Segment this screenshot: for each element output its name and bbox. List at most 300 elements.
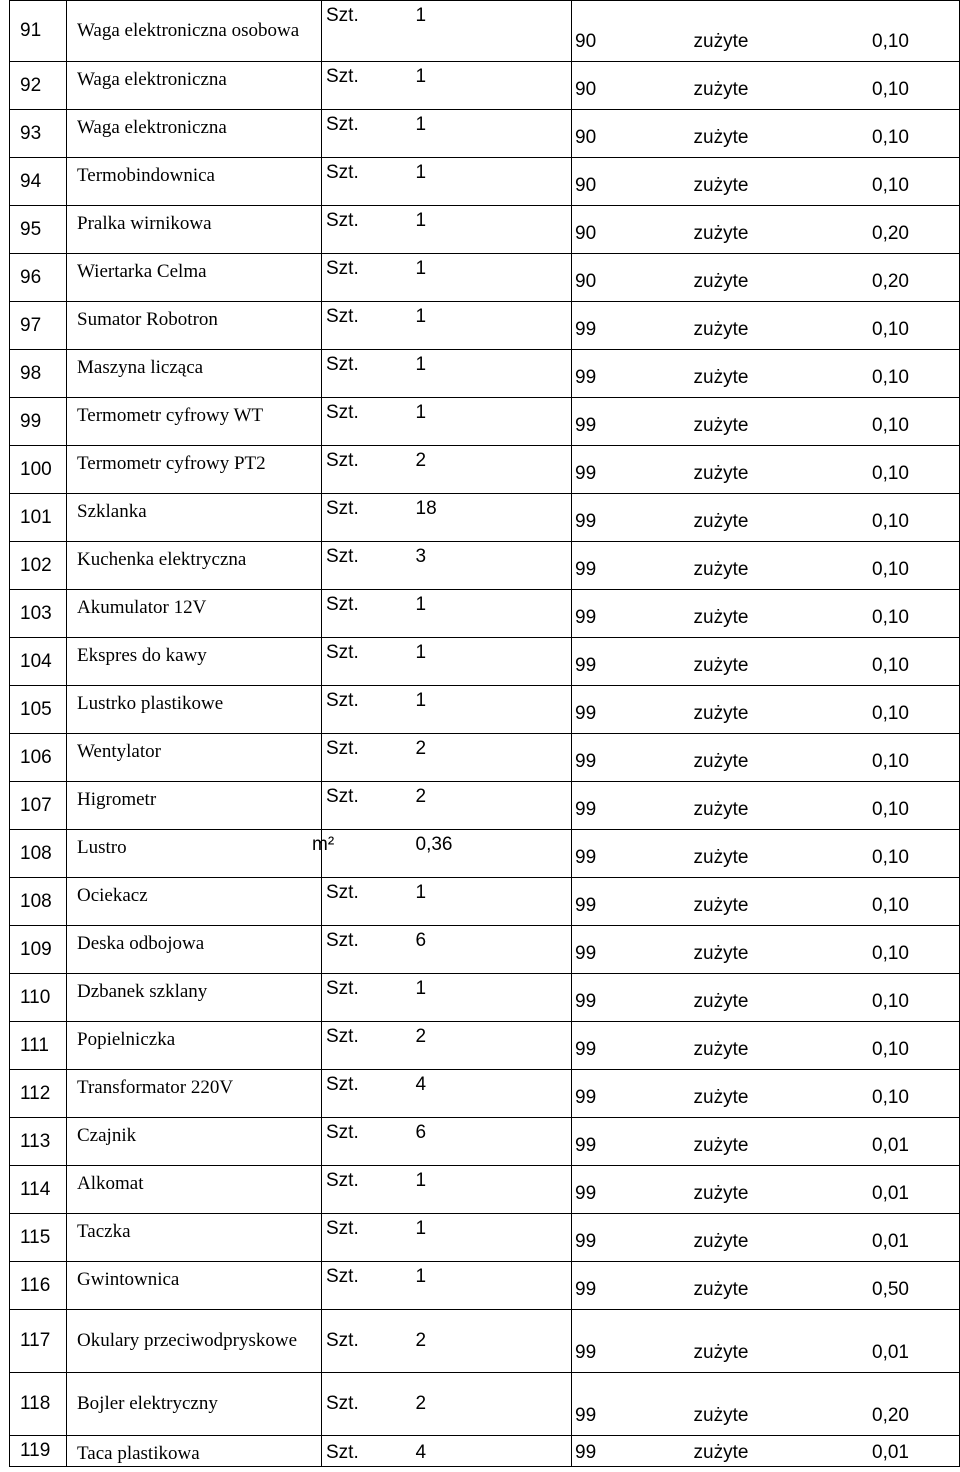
item-name-text: Higrometr [77, 789, 157, 810]
row-number-text: 117 [20, 1330, 51, 1351]
quantity-text: 2 [415, 450, 427, 471]
wear-percent [572, 110, 680, 158]
condition-status [680, 926, 820, 974]
wear-percent-text: 99 [575, 1039, 597, 1060]
item-name [67, 1070, 322, 1118]
quantity-text: 1 [415, 258, 427, 279]
wear-percent-text: 99 [575, 1442, 597, 1463]
row-number-text: 112 [20, 1082, 51, 1104]
table-row [10, 1, 960, 62]
condition-status-text: zużyte [693, 559, 749, 580]
item-name [67, 878, 322, 926]
quantity-text: 1 [415, 210, 427, 231]
unit [322, 206, 416, 254]
item-value [820, 1118, 960, 1166]
item-value [820, 494, 960, 542]
quantity-text: 4 [415, 1442, 427, 1463]
condition-status [680, 542, 820, 590]
item-name-text: Lustrko plastikowe [77, 693, 224, 714]
condition-status-text: zużyte [693, 1039, 749, 1060]
condition-status [680, 1118, 820, 1166]
item-name [67, 542, 322, 590]
quantity-text: 2 [415, 1026, 427, 1047]
wear-percent [572, 206, 680, 254]
table-row [10, 1373, 960, 1436]
item-value-text: 0,10 [872, 559, 909, 580]
item-value [820, 1214, 960, 1262]
item-name-text: Kuchenka elektryczna [77, 549, 247, 570]
item-name-text: Transformator 220V [77, 1077, 234, 1098]
wear-percent [572, 686, 680, 734]
unit [322, 974, 416, 1022]
wear-percent [572, 1022, 680, 1070]
item-value [820, 398, 960, 446]
row-number [10, 1373, 67, 1436]
condition-status-text: zużyte [693, 271, 749, 292]
wear-percent-text: 90 [575, 127, 597, 148]
item-name [67, 974, 322, 1022]
unit [322, 1022, 416, 1070]
item-value-text: 0,10 [872, 463, 909, 484]
condition-status-text: zużyte [693, 463, 749, 484]
condition-status [680, 686, 820, 734]
unit-text: Szt. [326, 978, 359, 999]
unit [322, 446, 416, 494]
row-number [10, 446, 67, 494]
unit [322, 926, 416, 974]
wear-percent-text: 90 [575, 79, 597, 100]
quantity [416, 926, 572, 974]
item-value-text: 0,50 [872, 1279, 909, 1300]
item-value [820, 1373, 960, 1436]
condition-status [680, 974, 820, 1022]
row-number [10, 1310, 67, 1373]
quantity [416, 1070, 572, 1118]
table-row [10, 1436, 960, 1467]
row-number-text: 108 [20, 890, 52, 912]
unit-text: Szt. [326, 1170, 359, 1191]
unit [322, 1436, 416, 1467]
row-number-text: 119 [20, 1440, 51, 1461]
unit-text: Szt. [326, 498, 359, 519]
quantity-text: 1 [415, 594, 427, 615]
condition-status [680, 638, 820, 686]
wear-percent [572, 830, 680, 878]
unit-text: Szt. [326, 402, 359, 423]
unit-text: Szt. [326, 546, 359, 567]
wear-percent-text: 90 [575, 271, 597, 292]
quantity-text: 18 [415, 498, 437, 519]
item-value-text: 0,01 [872, 1135, 909, 1156]
condition-status-text: zużyte [693, 31, 749, 52]
item-value-text: 0,10 [872, 847, 909, 868]
quantity [416, 110, 572, 158]
item-value [820, 1, 960, 62]
condition-status [680, 830, 820, 878]
item-name [67, 1166, 322, 1214]
item-name [67, 590, 322, 638]
quantity-text: 2 [415, 738, 427, 759]
unit-text: Szt. [326, 594, 359, 615]
item-value-text: 0,20 [872, 223, 909, 244]
row-number [10, 1070, 67, 1118]
unit-text: Szt. [326, 1074, 359, 1095]
item-value [820, 254, 960, 302]
row-number [10, 398, 67, 446]
condition-status [680, 494, 820, 542]
quantity-text: 1 [415, 402, 427, 423]
condition-status [680, 62, 820, 110]
wear-percent [572, 494, 680, 542]
condition-status [680, 398, 820, 446]
condition-status [680, 590, 820, 638]
unit-text: Szt. [326, 354, 359, 375]
wear-percent [572, 350, 680, 398]
item-name-text: Sumator Robotron [77, 309, 218, 330]
condition-status-text: zużyte [693, 367, 749, 388]
item-name [67, 254, 322, 302]
wear-percent-text: 99 [575, 1342, 597, 1363]
item-name-text: Deska odbojowa [77, 933, 205, 954]
item-value-text: 0,10 [872, 415, 909, 436]
condition-status [680, 1262, 820, 1310]
wear-percent [572, 1214, 680, 1262]
condition-status-text: zużyte [693, 991, 749, 1012]
wear-percent-text: 99 [575, 1087, 597, 1108]
wear-percent-text: 99 [575, 1405, 597, 1426]
row-number-text: 102 [20, 554, 52, 576]
condition-status-text: zużyte [693, 1087, 749, 1108]
condition-status-text: zużyte [693, 1135, 749, 1156]
wear-percent-text: 99 [575, 1279, 597, 1300]
quantity-text: 6 [415, 930, 427, 951]
item-name [67, 62, 322, 110]
table-row [10, 830, 960, 878]
wear-percent [572, 974, 680, 1022]
row-number-text: 93 [20, 122, 42, 144]
wear-percent-text: 99 [575, 1135, 597, 1156]
item-value-text: 0,20 [872, 271, 909, 292]
item-value-text: 0,10 [872, 799, 909, 820]
quantity [416, 446, 572, 494]
item-value-text: 0,10 [872, 751, 909, 772]
wear-percent [572, 1262, 680, 1310]
item-name-text: Akumulator 12V [77, 597, 207, 618]
item-name [67, 398, 322, 446]
quantity [416, 830, 572, 878]
row-number-text: 116 [20, 1274, 51, 1296]
row-number-text: 115 [20, 1226, 51, 1248]
quantity [416, 1214, 572, 1262]
row-number-text: 106 [20, 746, 52, 768]
condition-status-text: zużyte [693, 223, 749, 244]
unit [322, 254, 416, 302]
condition-status [680, 110, 820, 158]
row-number [10, 974, 67, 1022]
wear-percent [572, 302, 680, 350]
quantity [416, 398, 572, 446]
quantity [416, 734, 572, 782]
table-row [10, 1214, 960, 1262]
row-number [10, 1214, 67, 1262]
unit [322, 878, 416, 926]
row-number-text: 91 [20, 20, 42, 41]
wear-percent-text: 99 [575, 1231, 597, 1252]
table-row [10, 206, 960, 254]
wear-percent-text: 90 [575, 223, 597, 244]
unit [322, 350, 416, 398]
item-name [67, 110, 322, 158]
item-value [820, 1022, 960, 1070]
row-number [10, 1118, 67, 1166]
table-row [10, 254, 960, 302]
quantity [416, 206, 572, 254]
row-number [10, 350, 67, 398]
table-row [10, 1262, 960, 1310]
condition-status-text: zużyte [693, 1405, 749, 1426]
row-number-text: 94 [20, 170, 42, 192]
unit [322, 62, 416, 110]
item-name [67, 1373, 322, 1436]
table-row [10, 1022, 960, 1070]
item-value [820, 110, 960, 158]
table-row [10, 590, 960, 638]
unit [322, 1214, 416, 1262]
table-row [10, 926, 960, 974]
row-number [10, 1, 67, 62]
unit-text: Szt. [326, 642, 359, 663]
row-number-text: 92 [20, 74, 42, 96]
unit-text: Szt. [326, 162, 359, 183]
item-value-text: 0,10 [872, 991, 909, 1012]
table-row [10, 1070, 960, 1118]
item-name [67, 1310, 322, 1373]
table-body [10, 1, 960, 1467]
condition-status-text: zużyte [693, 703, 749, 724]
item-value [820, 302, 960, 350]
item-value-text: 0,10 [872, 127, 909, 148]
condition-status [680, 782, 820, 830]
item-name-text: Waga elektroniczna [77, 69, 227, 90]
item-value [820, 62, 960, 110]
quantity-text: 1 [415, 114, 427, 135]
unit [322, 1070, 416, 1118]
item-name [67, 158, 322, 206]
condition-status-text: zużyte [693, 799, 749, 820]
wear-percent-text: 99 [575, 991, 597, 1012]
item-value [820, 446, 960, 494]
row-number [10, 542, 67, 590]
item-value-text: 0,10 [872, 319, 909, 340]
item-value-text: 0,10 [872, 367, 909, 388]
item-value-text: 0,10 [872, 655, 909, 676]
item-value-text: 0,01 [872, 1183, 909, 1204]
wear-percent [572, 782, 680, 830]
condition-status [680, 1070, 820, 1118]
item-name-text: Waga elektroniczna osobowa [77, 20, 300, 41]
quantity-text: 1 [415, 978, 427, 999]
row-number [10, 158, 67, 206]
table-row [10, 1166, 960, 1214]
condition-status-text: zużyte [693, 847, 749, 868]
unit [322, 638, 416, 686]
item-value [820, 782, 960, 830]
condition-status [680, 878, 820, 926]
wear-percent [572, 398, 680, 446]
condition-status-text: zużyte [693, 655, 749, 676]
unit [322, 1, 416, 62]
table-row [10, 878, 960, 926]
item-value-text: 0,01 [872, 1231, 909, 1252]
unit-text: Szt. [326, 690, 359, 711]
unit [312, 830, 416, 878]
table-row [10, 638, 960, 686]
item-value [820, 734, 960, 782]
wear-percent [572, 446, 680, 494]
wear-percent-text: 99 [575, 847, 597, 868]
row-number-text: 109 [20, 938, 52, 960]
unit-text: Szt. [326, 1122, 359, 1143]
condition-status-text: zużyte [693, 1279, 749, 1300]
item-value [820, 590, 960, 638]
item-name [67, 1262, 322, 1310]
row-number [10, 494, 67, 542]
table-row [10, 398, 960, 446]
row-number-text: 111 [20, 1034, 49, 1056]
quantity-text: 1 [415, 642, 427, 663]
condition-status-text: zużyte [693, 175, 749, 196]
row-number-text: 96 [20, 266, 42, 288]
unit-text: Szt. [326, 1218, 359, 1239]
quantity [416, 158, 572, 206]
condition-status-text: zużyte [693, 607, 749, 628]
unit-text: Szt. [326, 882, 359, 903]
condition-status [680, 1022, 820, 1070]
table-row [10, 350, 960, 398]
item-name-text: Ekspres do kawy [77, 645, 207, 666]
unit-text: Szt. [326, 930, 359, 951]
item-name-text: Szklanka [77, 501, 147, 522]
row-number-text: 113 [20, 1130, 51, 1152]
wear-percent-text: 99 [575, 511, 597, 532]
unit-text: Szt. [326, 66, 359, 87]
condition-status [680, 1373, 820, 1436]
quantity [416, 686, 572, 734]
item-value [820, 1262, 960, 1310]
condition-status-text: zużyte [693, 1342, 749, 1363]
wear-percent [572, 542, 680, 590]
item-value [820, 1310, 960, 1373]
item-name [67, 734, 322, 782]
inventory-table [9, 0, 960, 1467]
item-value-text: 0,10 [872, 607, 909, 628]
row-number [10, 1436, 67, 1467]
quantity-text: 1 [415, 882, 427, 903]
quantity [416, 638, 572, 686]
item-name [67, 1118, 322, 1166]
row-number-text: 105 [20, 698, 52, 720]
item-name-text: Ociekacz [77, 885, 148, 906]
row-number [10, 590, 67, 638]
wear-percent-text: 99 [575, 895, 597, 916]
condition-status [680, 1166, 820, 1214]
table-row [10, 734, 960, 782]
condition-status-text: zużyte [693, 511, 749, 532]
row-number-text: 104 [20, 650, 52, 672]
condition-status [680, 1214, 820, 1262]
quantity [416, 1310, 572, 1373]
item-name [67, 1214, 322, 1262]
unit-text: Szt. [326, 1393, 359, 1414]
quantity [416, 542, 572, 590]
item-name [67, 446, 322, 494]
unit-text: Szt. [326, 450, 359, 471]
item-value-text: 0,20 [872, 1405, 909, 1426]
condition-status-text: zużyte [693, 1183, 749, 1204]
quantity [416, 1118, 572, 1166]
wear-percent-text: 90 [575, 175, 597, 196]
item-name-text: Waga elektroniczna [77, 117, 227, 138]
quantity-text: 1 [415, 66, 427, 87]
item-name-text: Dzbanek szklany [77, 981, 208, 1002]
quantity-text: 2 [415, 1330, 427, 1351]
wear-percent [572, 62, 680, 110]
wear-percent [572, 1, 680, 62]
row-number-text: 103 [20, 602, 52, 624]
condition-status [680, 1436, 820, 1467]
item-name [67, 206, 322, 254]
item-value-text: 0,10 [872, 175, 909, 196]
row-number [10, 62, 67, 110]
table-row [10, 446, 960, 494]
wear-percent-text: 99 [575, 559, 597, 580]
wear-percent-text: 99 [575, 415, 597, 436]
quantity [416, 254, 572, 302]
item-name-text: Okulary przeciwodpryskowe [77, 1330, 298, 1351]
item-value-text: 0,10 [872, 1039, 909, 1060]
wear-percent [572, 1166, 680, 1214]
row-number-text: 114 [20, 1178, 51, 1200]
wear-percent [572, 254, 680, 302]
row-number [10, 302, 67, 350]
wear-percent [572, 638, 680, 686]
item-value-text: 0,10 [872, 79, 909, 100]
item-name [67, 350, 322, 398]
quantity [416, 1, 572, 62]
wear-percent-text: 99 [575, 943, 597, 964]
wear-percent [572, 734, 680, 782]
table-row [10, 110, 960, 158]
item-name [67, 1436, 322, 1467]
quantity-text: 1 [415, 306, 427, 327]
item-name [67, 494, 322, 542]
quantity-text: 1 [415, 5, 427, 26]
wear-percent [572, 1070, 680, 1118]
item-name [67, 926, 322, 974]
unit-text: Szt. [326, 738, 359, 759]
row-number [10, 1022, 67, 1070]
item-value-text: 0,10 [872, 895, 909, 916]
quantity-text: 1 [415, 354, 427, 375]
unit-text: Szt. [326, 306, 359, 327]
condition-status-text: zużyte [693, 1442, 749, 1463]
row-number-text: 118 [20, 1393, 51, 1414]
wear-percent-text: 99 [575, 1183, 597, 1204]
wear-percent-text: 99 [575, 703, 597, 724]
quantity-text: 2 [415, 786, 427, 807]
row-number [10, 782, 67, 830]
item-value [820, 158, 960, 206]
